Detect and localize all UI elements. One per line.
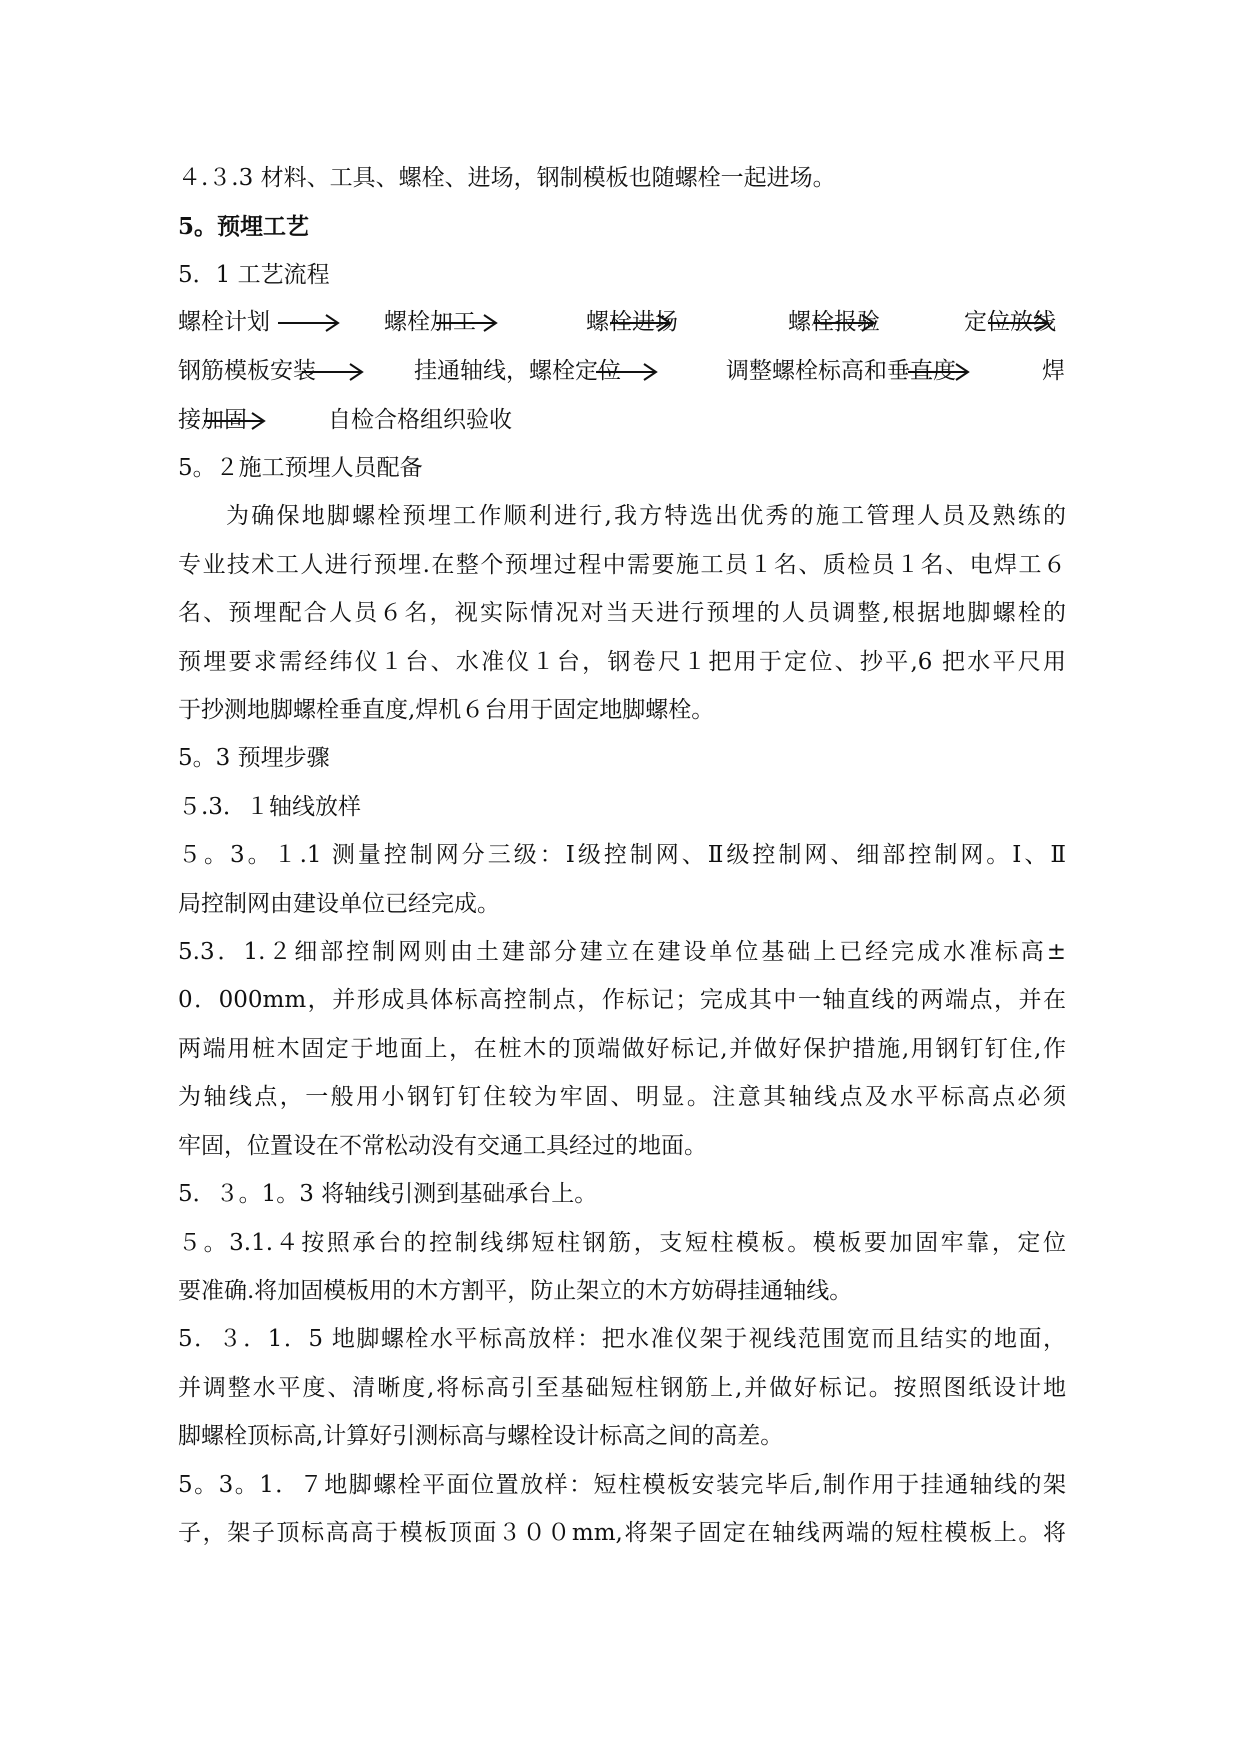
para-5-3-1-2-line: 0．000mm，并形成具体标高控制点，作标记；完成其中一轴直线的两端点，并在: [178, 987, 1066, 1013]
heading-5-3: 5。3 预埋步骤: [178, 745, 330, 771]
para-5-2-line: 专业技术工人进行预埋.在整个预埋过程中需要施工员１名、质检员１名、电焊工６: [178, 552, 1066, 578]
arrow-icon: [302, 362, 366, 382]
flow-row-1: [178, 307, 1066, 343]
para-5-3-1-5-line: 并调整水平度、清晰度,将标高引至基础短柱钢筋上,并做好标记。按照图纸设计地: [178, 1375, 1066, 1401]
flow-row-3: [178, 405, 1066, 441]
flow-step: 螺栓报验: [788, 309, 880, 335]
para-5-3-1-7-line: 子，架子顶标高高于模板顶面３００mm,将架子固定在轴线两端的短柱模板上。将: [178, 1520, 1066, 1546]
para-5-3-1-4-line: 要准确.将加固模板用的木方割平，防止架立的木方妨碍挂通轴线。: [178, 1278, 853, 1304]
para-5-3-1-2-line: 为轴线点，一般用小钢钉钉住较为牢固、明显。注意其轴线点及水平标高点必须: [178, 1084, 1066, 1110]
para-5-2-line: 为确保地脚螺栓预埋工作顺利进行,我方特选出优秀的施工管理人员及熟练的: [226, 503, 1066, 529]
flow-step: 挂通轴线，螺栓定位: [414, 358, 621, 384]
heading-5-1: 5．1 工艺流程: [178, 262, 330, 288]
para-5-3-1-2-line: 牢固，位置设在不常松动没有交通工具经过的地面。: [178, 1133, 707, 1159]
para-5-3-1-2-line: 5.3．1.２细部控制网则由土建部分建立在建设单位基础上已经完成水准标高±: [178, 939, 1066, 965]
para-5-3-1-7-line: 5。3。1．７地脚螺栓平面位置放样：短柱模板安装完毕后,制作用于挂通轴线的架: [178, 1472, 1066, 1498]
para-5-3-1-1-line: 局控制网由建设单位已经完成。: [178, 891, 500, 917]
arrow-icon: [610, 313, 674, 333]
arrow-icon: [436, 313, 500, 333]
arrow-icon: [988, 313, 1052, 333]
heading-5-3-1: ５.3．１轴线放样: [178, 794, 361, 820]
flow-step: 螺栓进场: [586, 309, 678, 335]
arrow-icon: [908, 362, 972, 382]
para-4-3-3: ４.３.3 材料、工具、螺栓、进场，钢制模板也随螺栓一起进场。: [178, 165, 836, 191]
flow-step: 螺栓加工: [384, 309, 476, 335]
para-5-3-1-3: 5．３。1。3 将轴线引测到基础承台上。: [178, 1181, 598, 1207]
para-5-3-1-1-line: ５。3。１.1 测量控制网分三级：Ⅰ级控制网、Ⅱ级控制网、细部控制网。Ⅰ、Ⅱ: [178, 842, 1066, 868]
para-5-2-line: 预埋要求需经纬仪１台、水准仪１台，钢卷尺１把用于定位、抄平,6 把水平尺用: [178, 649, 1066, 675]
flow-row-2: [178, 356, 1066, 392]
arrow-icon: [278, 313, 342, 333]
flow-step: 定位放线: [964, 309, 1056, 335]
heading-5: 5。预埋工艺: [178, 213, 310, 240]
heading-5-2: 5。２施工预埋人员配备: [178, 455, 423, 481]
para-5-3-1-4-line: ５。3.1.４按照承台的控制线绑短柱钢筋，支短柱模板。模板要加固牢靠，定位: [178, 1230, 1066, 1256]
para-5-3-1-5-line: 5．３．1．5 地脚螺栓水平标高放样：把水准仪架于视线范围宽而且结实的地面，: [178, 1326, 1066, 1352]
flow-step: 焊: [1042, 358, 1065, 384]
flow-step: 接加固: [178, 407, 247, 433]
flow-step: 自检合格组织验收: [328, 407, 512, 433]
flow-step: 调整螺栓标高和垂直度: [726, 358, 956, 384]
arrow-icon: [204, 411, 268, 431]
para-5-2-line: 于抄测地脚螺栓垂直度,焊机６台用于固定地脚螺栓。: [178, 697, 715, 723]
arrow-icon: [596, 362, 660, 382]
arrow-icon: [814, 313, 878, 333]
para-5-2-line: 名、预埋配合人员６名，视实际情况对当天进行预埋的人员调整,根据地脚螺栓的: [178, 600, 1066, 626]
para-5-3-1-5-line: 脚螺栓顶标高,计算好引测标高与螺栓设计标高之间的高差。: [178, 1423, 784, 1449]
flow-step: 钢筋模板安装: [178, 358, 316, 384]
flow-step: 螺栓计划: [178, 309, 270, 335]
para-5-3-1-2-line: 两端用桩木固定于地面上，在桩木的顶端做好标记,并做好保护措施,用钢钉钉住,作: [178, 1036, 1066, 1062]
